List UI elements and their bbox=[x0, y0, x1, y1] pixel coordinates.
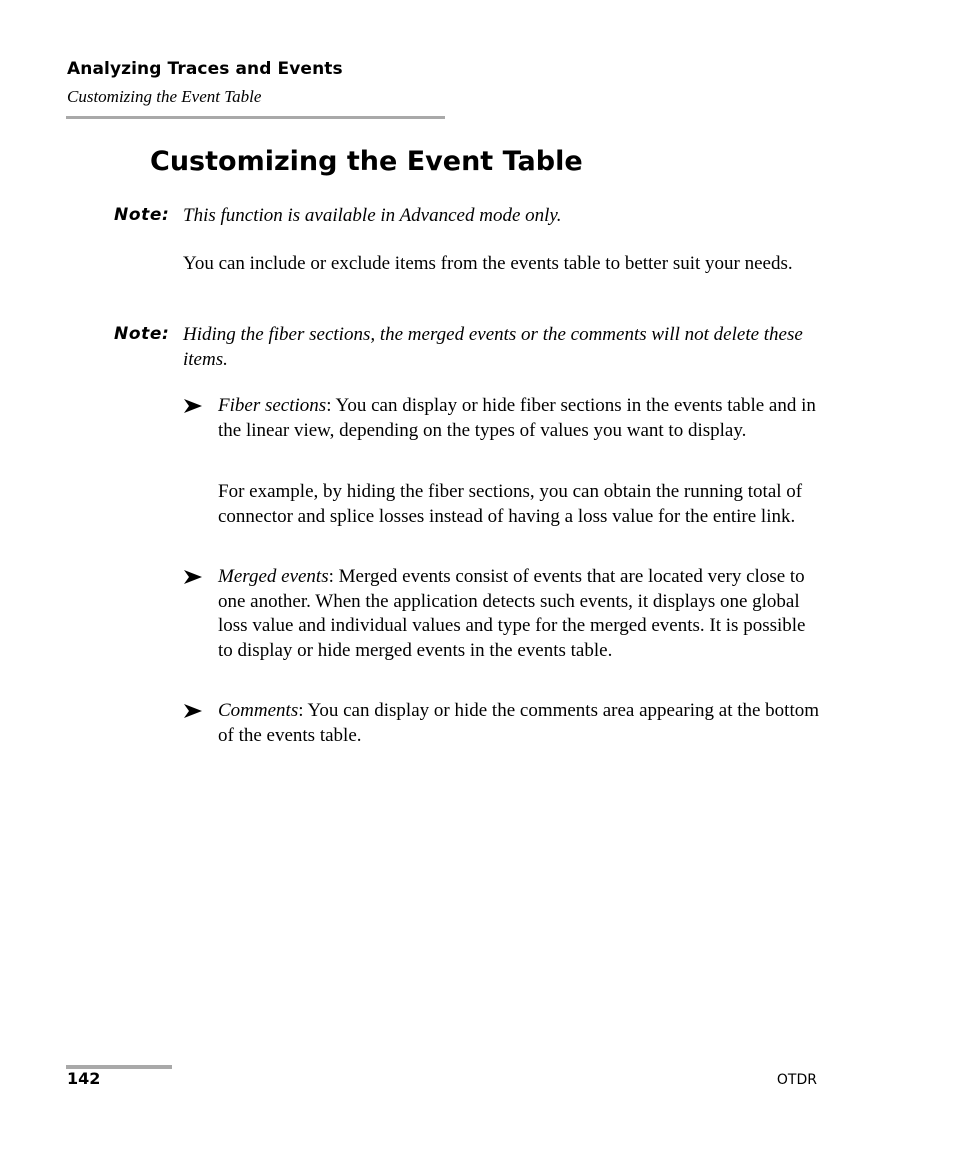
bullet-description: : You can display or hide the comments area appearing at the bottom of the events table. bbox=[218, 700, 820, 746]
section-subtitle: Customizing the Event Table bbox=[67, 87, 262, 106]
section-heading: Customizing the Event Table bbox=[150, 146, 583, 177]
bullet-term: Comments bbox=[218, 700, 299, 721]
bullet-text bbox=[218, 699, 823, 748]
note-label: Note: bbox=[114, 205, 170, 225]
note-advanced-mode bbox=[114, 203, 824, 229]
note-label: Note: bbox=[114, 324, 170, 344]
running-header bbox=[67, 58, 445, 108]
bullet-text bbox=[218, 394, 823, 443]
bullet-term: Fiber sections bbox=[218, 395, 327, 416]
page-number: 142 bbox=[67, 1069, 101, 1088]
header-rule bbox=[66, 116, 445, 119]
bullet-term: Merged events bbox=[218, 566, 329, 587]
bullet-description: : Merged events consist of events that are located very close to one another. When the application detects such events, it displays one global loss value and individual values and type for the merged events. It is possible to display or hide merged events in the events table. bbox=[218, 566, 806, 661]
bullet-description: : You can display or hide fiber sections in the events table and in the linear view, depending on the types of values you want to display. bbox=[218, 395, 816, 441]
arrowhead-bullet-icon bbox=[183, 398, 203, 414]
note-hiding-items bbox=[114, 322, 824, 374]
chapter-title: Analyzing Traces and Events bbox=[67, 59, 343, 79]
bullet-text bbox=[218, 565, 823, 663]
footer-product-name: OTDR bbox=[776, 1072, 817, 1088]
note-text: This function is available in Advanced mode only. bbox=[183, 205, 562, 226]
note-text: Hiding the fiber sections, the merged events or the comments will not delete these items. bbox=[183, 324, 803, 370]
intro-paragraph: You can include or exclude items from the events table to better suit your needs. bbox=[183, 253, 793, 274]
arrowhead-bullet-icon bbox=[183, 703, 203, 719]
fiber-sections-example: For example, by hiding the fiber sections, you can obtain the running total of connector and splice losses instead of having a loss value for the entire link. bbox=[218, 481, 803, 527]
arrowhead-bullet-icon bbox=[183, 569, 203, 585]
